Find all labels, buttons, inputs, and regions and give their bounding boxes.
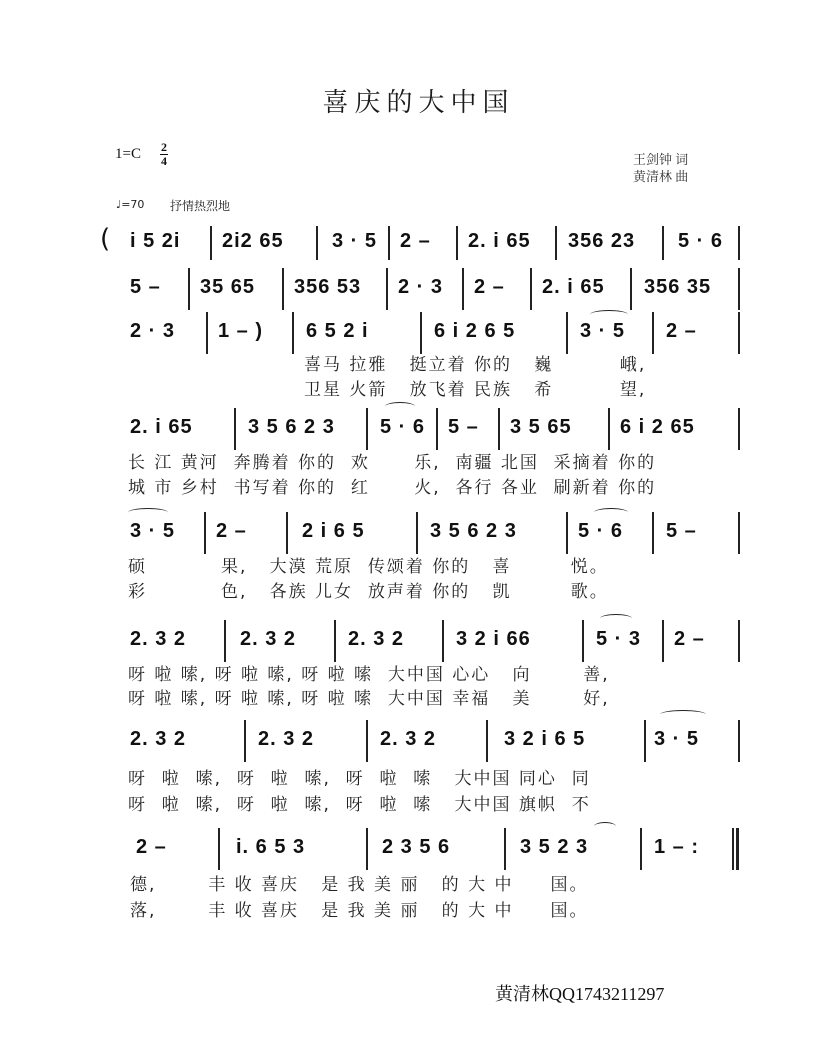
final-barline-thin (732, 828, 734, 870)
barline (738, 512, 740, 554)
measure: 2 – (666, 320, 697, 342)
measure: 2. 3 2 (258, 728, 315, 750)
composer: 黄清林 曲 (633, 169, 689, 184)
barline (386, 268, 388, 310)
measure: 5 – (130, 276, 161, 298)
score-row-1 (100, 222, 740, 272)
barline (640, 828, 642, 870)
measure: 3 · 5 (654, 728, 700, 750)
barline (366, 408, 368, 450)
barline (608, 408, 610, 450)
lyrics-verse-1: 呀 啦 嗦, 呀 啦 嗦, 呀 啦 嗦 大中国 心心 向 善, (128, 665, 610, 685)
barline (566, 512, 568, 554)
measure: 6 i 2 6 5 (434, 320, 516, 342)
barline (662, 226, 664, 260)
measure: 3 5 2 3 (520, 836, 589, 858)
measure: 5 – (666, 520, 697, 542)
measure: 2 · 3 (398, 276, 444, 298)
measure: 2. 3 2 (348, 628, 405, 650)
barline (738, 226, 740, 260)
lyrics-verse-1: 喜马 拉雅 挺立着 你的 巍 峨, (304, 355, 647, 375)
barline (530, 268, 532, 310)
measure: 3 · 5 (580, 320, 626, 342)
measure: 356 35 (644, 276, 712, 298)
lyricist: 王剑钟 词 (633, 152, 689, 167)
lyrics-verse-2: 呀 啦 嗦, 呀 啦 嗦, 呀 啦 嗦 大中国 旗帜 不 (128, 795, 591, 815)
lyrics-verse-1: 呀 啦 嗦, 呀 啦 嗦, 呀 啦 嗦 大中国 同心 同 (128, 769, 591, 789)
time-signature-top: 2 (161, 140, 167, 154)
barline (456, 226, 458, 260)
barline (504, 828, 506, 870)
measure: 2. 3 2 (130, 628, 187, 650)
barline (566, 312, 568, 354)
barline (206, 312, 208, 354)
measure: 3 5 6 2 3 (248, 416, 335, 438)
barline (486, 720, 488, 762)
lyrics-verse-1: 德, 丰 收 喜庆 是 我 美 丽 的 大 中 国。 (130, 875, 589, 895)
barline (738, 312, 740, 354)
barline (204, 512, 206, 554)
measure: 2. i 65 (542, 276, 605, 298)
measure: 35 65 (200, 276, 256, 298)
measure: 2. 3 2 (380, 728, 437, 750)
measure: 2 3 5 6 (382, 836, 451, 858)
measure: 3 5 6 2 3 (430, 520, 517, 542)
lyrics-verse-2: 呀 啦 嗦, 呀 啦 嗦, 呀 啦 嗦 大中国 幸福 美 好, (128, 689, 610, 709)
credits (633, 151, 688, 185)
barline (388, 226, 390, 260)
barline (218, 828, 220, 870)
measure: 2 – (674, 628, 705, 650)
score-row-3 (100, 312, 740, 402)
measure: 3 2 i 6 5 (504, 728, 586, 750)
measure: i 5 2i (130, 230, 181, 252)
barline (416, 512, 418, 554)
score-row-6 (100, 620, 740, 710)
measure: 2 – (216, 520, 247, 542)
open-paren: ( (100, 224, 111, 254)
measure: 3 · 5 (332, 230, 378, 252)
expression-marking: 抒情热烈地 (170, 199, 231, 213)
measure: 5 · 3 (596, 628, 642, 650)
barline (436, 408, 438, 450)
measure: 6 i 2 65 (620, 416, 695, 438)
barline (366, 720, 368, 762)
lyrics-verse-2: 卫星 火箭 放飞着 民族 希 望, (304, 380, 647, 400)
barline (234, 408, 236, 450)
measure: 3 · 5 (130, 520, 176, 542)
measure: 3 2 i 66 (456, 628, 531, 650)
key-signature: 1=C (115, 146, 141, 162)
barline (652, 512, 654, 554)
measure: 2. 3 2 (240, 628, 297, 650)
barline (420, 312, 422, 354)
barline (555, 226, 557, 260)
slur (128, 508, 168, 517)
measure: 3 5 65 (510, 416, 572, 438)
measure: 5 · 6 (678, 230, 724, 252)
barline (738, 268, 740, 310)
lyrics-verse-2: 彩 色, 各族 儿女 放声着 你的 凯 歌。 (128, 582, 609, 602)
score-row-2 (100, 268, 740, 318)
barline (334, 620, 336, 662)
measure: 2. 3 2 (130, 728, 187, 750)
barline (630, 268, 632, 310)
measure: 6 5 2 i (306, 320, 369, 342)
measure: 1 – ) (218, 320, 264, 342)
slur (600, 614, 632, 623)
score-row-5 (100, 512, 740, 602)
barline (738, 408, 740, 450)
measure: 356 53 (294, 276, 362, 298)
measure: 5 · 6 (380, 416, 426, 438)
barline (292, 312, 294, 354)
barline (188, 268, 190, 310)
measure: 2 i 6 5 (302, 520, 365, 542)
time-signature-bottom: 4 (161, 154, 167, 168)
measure: 2 – (136, 836, 167, 858)
barline (316, 226, 318, 260)
tempo-marking: ♩=70 (116, 198, 145, 211)
measure: 5 · 6 (578, 520, 624, 542)
slur (660, 710, 706, 719)
measure: 2 – (474, 276, 505, 298)
measure: 356 23 (568, 230, 636, 252)
barline (244, 720, 246, 762)
lyrics-verse-2: 落, 丰 收 喜庆 是 我 美 丽 的 大 中 国。 (130, 901, 589, 921)
barline (644, 720, 646, 762)
barline (366, 828, 368, 870)
watermark: 黄清林QQ1743211297 (495, 984, 665, 1004)
barline (738, 720, 740, 762)
barline (582, 620, 584, 662)
lyrics-verse-1: 硕 果, 大漠 荒原 传颂着 你的 喜 悦。 (128, 557, 609, 577)
barline (442, 620, 444, 662)
measure: 2. i 65 (468, 230, 531, 252)
measure: 1 – : (654, 836, 700, 858)
barline (224, 620, 226, 662)
measure: 2. i 65 (130, 416, 193, 438)
barline (210, 226, 212, 260)
time-signature (160, 141, 168, 168)
final-barline-thick (736, 828, 739, 870)
measure: 2 – (400, 230, 431, 252)
barline (662, 620, 664, 662)
measure: i. 6 5 3 (236, 836, 306, 858)
barline (738, 620, 740, 662)
measure: 5 – (448, 416, 479, 438)
slur (594, 508, 628, 517)
score-row-8 (100, 828, 740, 921)
measure: 2 · 3 (130, 320, 176, 342)
lyrics-verse-1: 长 江 黄河 奔腾着 你的 欢 乐, 南疆 北国 采摘着 你的 (128, 453, 657, 473)
barline (462, 268, 464, 310)
score-row-7 (100, 720, 740, 815)
barline (498, 408, 500, 450)
lyrics-verse-2: 城 市 乡村 书写着 你的 红 火, 各行 各业 刷新着 你的 (128, 478, 657, 498)
barline (286, 512, 288, 554)
barline (282, 268, 284, 310)
slur (385, 402, 415, 411)
song-title: 喜庆的大中国 (322, 88, 515, 118)
slur (594, 822, 616, 831)
score-row-4 (100, 408, 740, 498)
barline (652, 312, 654, 354)
measure: 2i2 65 (222, 230, 284, 252)
